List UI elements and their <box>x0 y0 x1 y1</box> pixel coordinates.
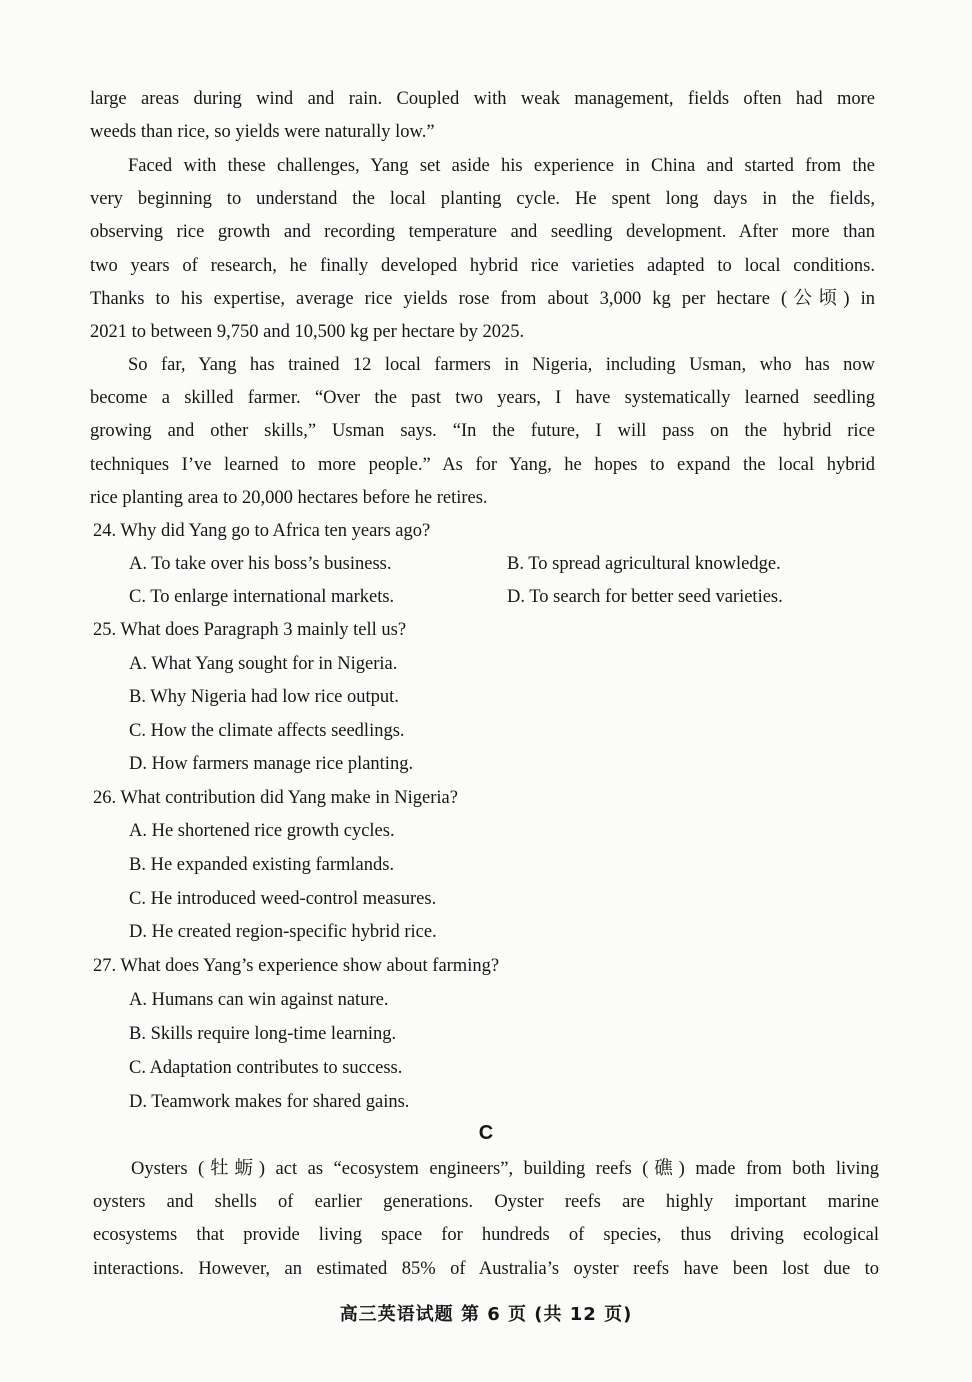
question-25-option-c[interactable]: C. How the climate affects seedlings. <box>129 721 405 741</box>
text-line: growing and other skills,” Usman says. “In the future, I will pass on the hybrid rice <box>90 421 875 442</box>
question-24-option-c[interactable]: C. To enlarge international markets. <box>129 587 395 607</box>
text-line: observing rice growth and recording temperature and seedling development. After more than <box>90 222 875 243</box>
question-24-option-a[interactable]: A. To take over his boss’s business. <box>129 554 392 574</box>
question-27-option-d[interactable]: D. Teamwork makes for shared gains. <box>129 1092 410 1112</box>
question-27-option-c[interactable]: C. Adaptation contributes to success. <box>129 1058 403 1078</box>
question-25-stem: 25. What does Paragraph 3 mainly tell us? <box>93 620 407 640</box>
text-line: two years of research, he finally developed hybrid rice varieties adapted to local conditions. <box>90 255 875 276</box>
question-26-option-d[interactable]: D. He created region-specific hybrid rice. <box>129 922 437 942</box>
question-26-stem: 26. What contribution did Yang make in Nigeria? <box>93 788 458 808</box>
question-27-option-a[interactable]: A. Humans can win against nature. <box>129 990 389 1010</box>
question-26-option-a[interactable]: A. He shortened rice growth cycles. <box>129 821 395 841</box>
question-26-option-c[interactable]: C. He introduced weed-control measures. <box>129 889 437 909</box>
passage-paragraph-2 <box>90 150 875 349</box>
text-line: very beginning to understand the local planting cycle. He spent long days in the fields, <box>90 189 875 210</box>
text-line: So far, Yang has trained 12 local farmers in Nigeria, including Usman, who has now <box>128 355 875 375</box>
question-24-option-d[interactable]: D. To search for better seed varieties. <box>507 587 783 607</box>
passage-paragraph-1 <box>90 83 875 149</box>
text-line: Thanks to his expertise, average rice yields rose from about 3,000 kg per hectare (公顷) in <box>90 288 875 309</box>
text-line: ecosystems that provide living space for hundreds of species, thus driving ecological <box>93 1225 879 1246</box>
text-line: become a skilled farmer. “Over the past two years, I have systematically learned seedling <box>90 388 875 409</box>
page-footer: 高三英语试题 第 6 页 (共 12 页) <box>339 1304 633 1325</box>
question-24-stem: 24. Why did Yang go to Africa ten years ago? <box>93 521 431 541</box>
question-25-option-b[interactable]: B. Why Nigeria had low rice output. <box>129 687 399 707</box>
section-c-heading: C <box>478 1122 494 1144</box>
text-line: Faced with these challenges, Yang set aside his experience in China and started from the <box>128 156 875 176</box>
passage-paragraph-3 <box>90 349 875 515</box>
question-25-option-a[interactable]: A. What Yang sought for in Nigeria. <box>129 654 398 674</box>
question-26-option-b[interactable]: B. He expanded existing farmlands. <box>129 855 395 875</box>
text-line: weeds than rice, so yields were naturally low.” <box>90 122 435 143</box>
text-line: interactions. However, an estimated 85% of Australia’s oyster reefs have been lost due to <box>93 1258 879 1279</box>
question-27-option-b[interactable]: B. Skills require long-time learning. <box>129 1024 397 1044</box>
question-25-option-d[interactable]: D. How farmers manage rice planting. <box>129 754 414 774</box>
section-c-paragraph-1 <box>93 1153 879 1286</box>
question-27-stem: 27. What does Yang’s experience show about farming? <box>93 956 500 976</box>
text-line: 2021 to between 9,750 and 10,500 kg per hectare by 2025. <box>90 322 525 343</box>
text-line: techniques I’ve learned to more people.” As for Yang, he hopes to expand the local hybrid <box>90 454 875 475</box>
text-line: large areas during wind and rain. Coupled with weak management, fields often had more <box>90 89 875 109</box>
text-line: Oysters (牡蛎) act as “ecosystem engineers”, building reefs (礁) made from both living <box>131 1159 879 1179</box>
question-24-option-b[interactable]: B. To spread agricultural knowledge. <box>507 554 781 574</box>
text-line: oysters and shells of earlier generations. Oyster reefs are highly important marine <box>93 1192 879 1213</box>
text-line: rice planting area to 20,000 hectares before he retires. <box>90 487 488 508</box>
